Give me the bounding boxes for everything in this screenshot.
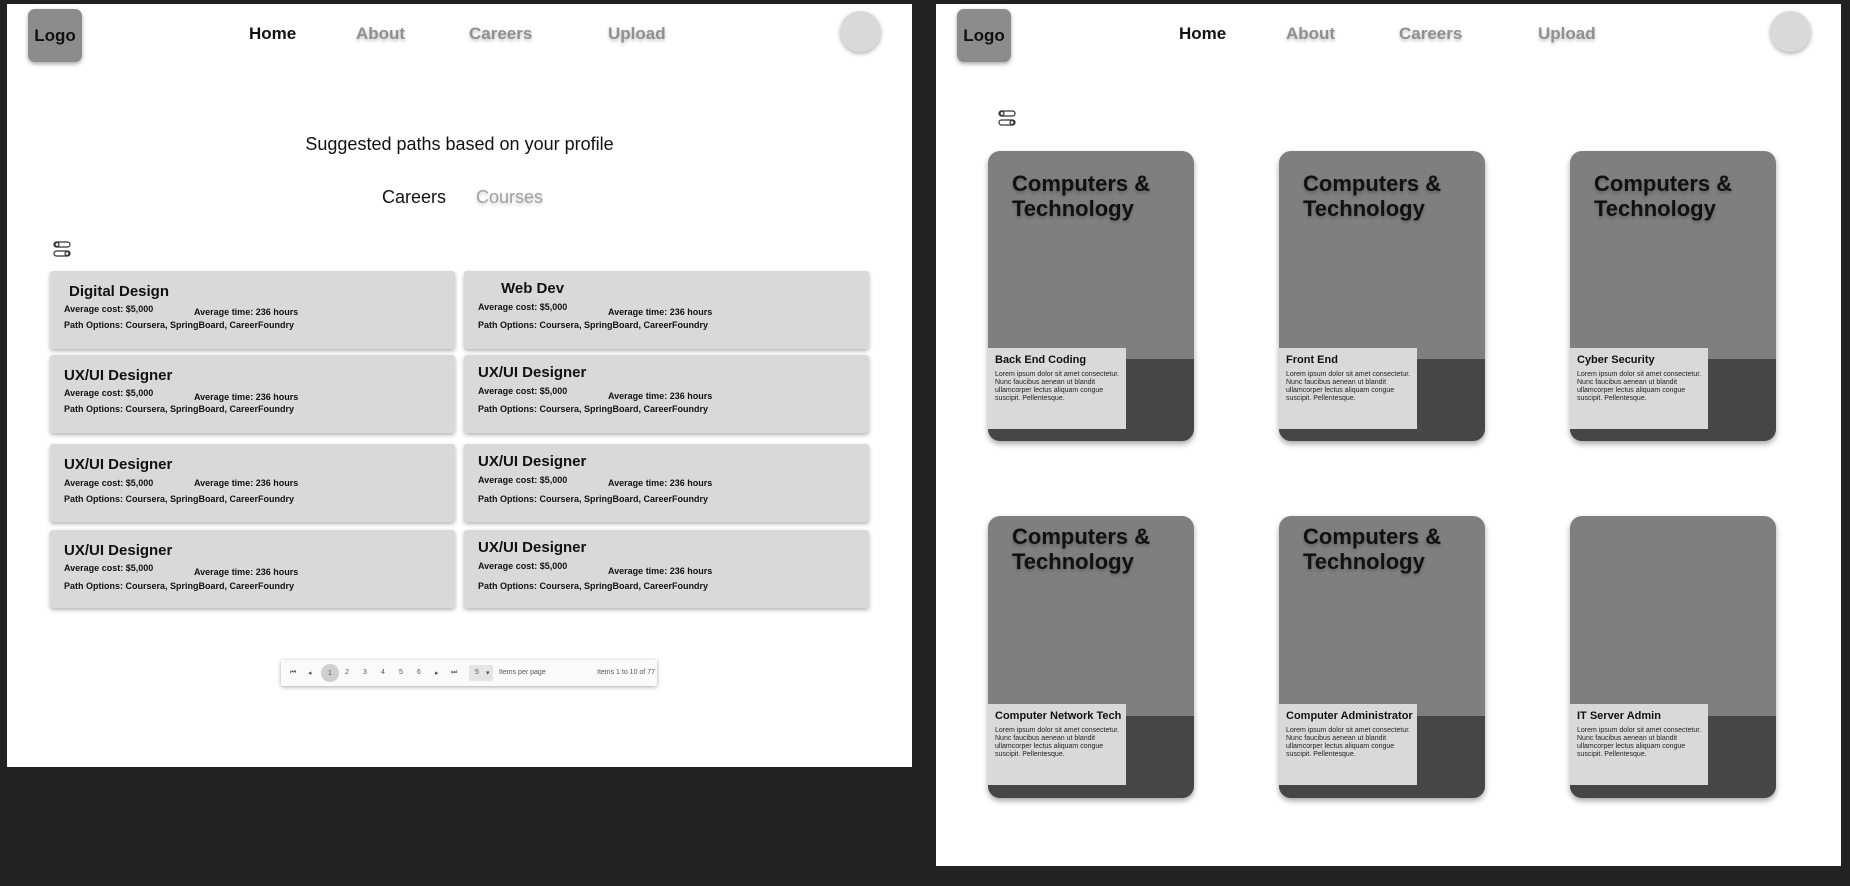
career-title: Web Dev — [501, 280, 565, 297]
pagination — [281, 660, 657, 686]
careers-page-frame — [7, 4, 912, 767]
career-time: Average time: 236 hours — [194, 307, 299, 317]
category-tile[interactable] — [988, 516, 1194, 798]
career-time: Average time: 236 hours — [608, 307, 713, 317]
tile-subtitle: Back End Coding — [995, 354, 1087, 366]
prev-page-button[interactable]: ◂ — [308, 670, 312, 677]
tile-description: Lorem ipsum dolor sit amet consectetur. Nunc faucibus aenean ut blandit ullamcorper lectus aliquam congue suscipit. Pellentesque. — [1286, 371, 1411, 402]
career-time: Average time: 236 hours — [194, 478, 299, 488]
career-card[interactable] — [50, 530, 455, 608]
page-heading: Suggested paths based on your profile — [305, 134, 614, 154]
career-card[interactable] — [464, 530, 869, 608]
career-paths: Path Options: Coursera, SpringBoard, CareerFoundry — [64, 320, 295, 330]
career-cost: Average cost: $5,000 — [64, 388, 154, 398]
tile-subtitle: Front End — [1286, 354, 1338, 366]
career-paths: Path Options: Coursera, SpringBoard, CareerFoundry — [478, 404, 709, 414]
category-tile[interactable] — [1279, 151, 1485, 441]
filter-toggle-icon[interactable] — [998, 109, 1016, 127]
avatar[interactable] — [1770, 11, 1811, 52]
career-title: UX/UI Designer — [478, 364, 587, 381]
filter-toggle-icon[interactable] — [53, 240, 71, 258]
tile-description: Lorem ipsum dolor sit amet consectetur. Nunc faucibus aenean ut blandit ullamcorper lectus aliquam congue suscipit. Pellentesque. — [1577, 727, 1702, 758]
tab-careers[interactable]: Careers — [382, 187, 447, 207]
tile-title: Computers & Technology — [1303, 171, 1442, 221]
career-time: Average time: 236 hours — [608, 391, 713, 401]
last-page-button[interactable]: ⏭ — [451, 669, 458, 676]
logo[interactable]: Logo — [28, 9, 82, 62]
items-range: Items 1 to 10 of 77 — [597, 669, 655, 676]
tile-subtitle: Cyber Security — [1577, 354, 1655, 366]
category-tile[interactable] — [1570, 151, 1776, 441]
tile-info-box — [988, 348, 1126, 429]
tile-title: Computers & Technology — [1012, 524, 1151, 574]
per-page-select[interactable] — [469, 665, 493, 681]
page-button[interactable]: 5 — [399, 669, 403, 676]
career-card[interactable] — [50, 271, 455, 349]
nav-careers[interactable]: Careers — [1399, 24, 1463, 43]
page-button[interactable]: 6 — [417, 669, 421, 676]
nav-home[interactable]: Home — [1179, 24, 1227, 43]
tile-info-box — [1279, 704, 1417, 785]
nav-careers[interactable]: Careers — [469, 24, 533, 43]
tab-courses[interactable]: Courses — [476, 187, 544, 207]
tile-subtitle: Computer Administrator — [1286, 710, 1413, 722]
categories-page-frame — [936, 4, 1841, 866]
per-page-label: Items per page — [499, 669, 546, 676]
tile-title: Computers & Technology — [1012, 171, 1151, 221]
career-card[interactable] — [464, 271, 869, 349]
career-cost: Average cost: $5,000 — [478, 302, 568, 312]
tile-description: Lorem ipsum dolor sit amet consectetur. Nunc faucibus aenean ut blandit ullamcorper lectus aliquam congue suscipit. Pellentesque. — [995, 371, 1120, 402]
category-tile[interactable] — [988, 151, 1194, 441]
tile-description: Lorem ipsum dolor sit amet consectetur. Nunc faucibus aenean ut blandit ullamcorper lectus aliquam congue suscipit. Pellentesque. — [1577, 371, 1702, 402]
career-card[interactable] — [464, 444, 869, 522]
tile-info-box — [1570, 348, 1708, 429]
career-card[interactable] — [50, 444, 455, 522]
career-paths: Path Options: Coursera, SpringBoard, CareerFoundry — [478, 581, 709, 591]
page-button-current[interactable]: 1 — [321, 664, 339, 682]
career-title: UX/UI Designer — [478, 453, 587, 470]
career-title: UX/UI Designer — [64, 542, 173, 559]
next-page-button[interactable]: ▸ — [435, 670, 439, 677]
career-time: Average time: 236 hours — [194, 567, 299, 577]
career-cost: Average cost: $5,000 — [64, 563, 154, 573]
tile-info-box — [1279, 348, 1417, 429]
career-paths: Path Options: Coursera, SpringBoard, CareerFoundry — [64, 404, 295, 414]
career-cost: Average cost: $5,000 — [478, 386, 568, 396]
career-title: UX/UI Designer — [64, 367, 173, 384]
tile-title: Computers & Technology — [1303, 524, 1442, 574]
avatar[interactable] — [840, 11, 881, 52]
page-button[interactable]: 3 — [363, 669, 367, 676]
page-button[interactable]: 4 — [381, 669, 385, 676]
nav-about[interactable]: About — [1286, 24, 1336, 43]
tile-info-box — [1570, 704, 1708, 785]
career-paths: Path Options: Coursera, SpringBoard, CareerFoundry — [64, 581, 295, 591]
tile-subtitle: Computer Network Tech — [995, 710, 1122, 722]
category-tile[interactable] — [1279, 516, 1485, 798]
category-tile[interactable] — [1570, 516, 1776, 798]
career-time: Average time: 236 hours — [194, 392, 299, 402]
tile-title: Computers & Technology — [1594, 171, 1733, 221]
career-cost: Average cost: $5,000 — [64, 478, 154, 488]
career-title: UX/UI Designer — [64, 456, 173, 473]
logo[interactable]: Logo — [957, 9, 1011, 62]
tile-description: Lorem ipsum dolor sit amet consectetur. Nunc faucibus aenean ut blandit ullamcorper lectus aliquam congue suscipit. Pellentesque. — [1286, 727, 1411, 758]
career-time: Average time: 236 hours — [608, 566, 713, 576]
per-page-value: 5 — [475, 669, 479, 676]
career-cost: Average cost: $5,000 — [478, 475, 568, 485]
page-button[interactable]: 2 — [345, 669, 349, 676]
nav-about[interactable]: About — [356, 24, 406, 43]
nav-home[interactable]: Home — [249, 24, 297, 43]
tile-info-box — [988, 704, 1126, 785]
first-page-button[interactable]: ⏮ — [290, 669, 297, 676]
tile-description: Lorem ipsum dolor sit amet consectetur. Nunc faucibus aenean ut blandit ullamcorper lectus aliquam congue suscipit. Pellentesque. — [995, 727, 1120, 758]
tile-subtitle: IT Server Admin — [1577, 710, 1661, 722]
career-card[interactable] — [464, 355, 869, 433]
career-paths: Path Options: Coursera, SpringBoard, CareerFoundry — [478, 320, 709, 330]
career-cost: Average cost: $5,000 — [64, 304, 154, 314]
chevron-down-icon: ▾ — [486, 670, 490, 677]
nav-upload[interactable]: Upload — [608, 24, 666, 43]
career-cost: Average cost: $5,000 — [478, 561, 568, 571]
career-title: UX/UI Designer — [478, 539, 587, 556]
career-card[interactable] — [50, 355, 455, 433]
career-title: Digital Design — [69, 283, 170, 300]
nav-upload[interactable]: Upload — [1538, 24, 1596, 43]
career-time: Average time: 236 hours — [608, 478, 713, 488]
career-paths: Path Options: Coursera, SpringBoard, CareerFoundry — [478, 494, 709, 504]
career-paths: Path Options: Coursera, SpringBoard, CareerFoundry — [64, 494, 295, 504]
